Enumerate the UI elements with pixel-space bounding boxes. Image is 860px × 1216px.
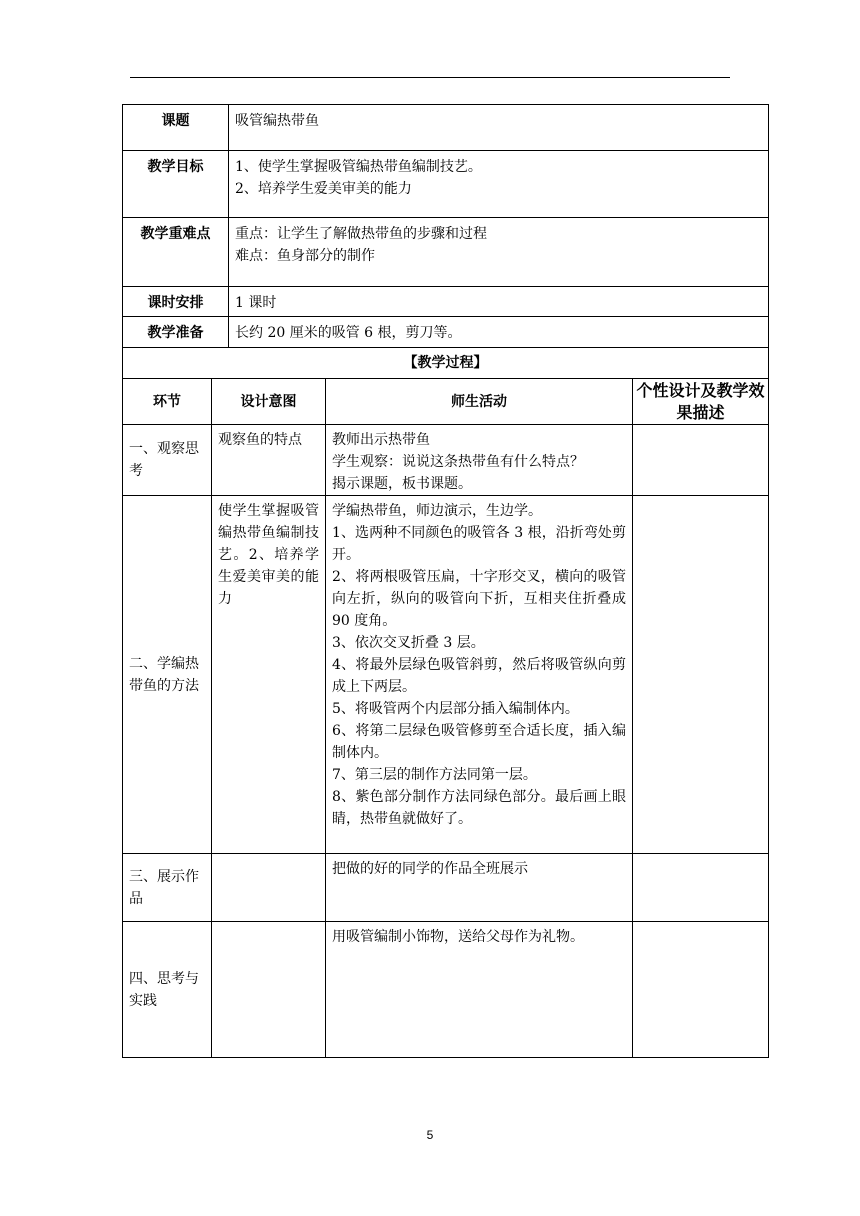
intent-cell	[212, 922, 326, 1058]
prep-label: 教学准备	[123, 317, 229, 348]
prep-row	[123, 317, 769, 348]
keypoints-row	[123, 218, 769, 287]
header-activity: 师生活动	[326, 379, 633, 425]
process-header-row	[123, 379, 769, 425]
header-intent: 设计意图	[212, 379, 326, 425]
process-title: 【教学过程】	[123, 348, 769, 379]
goals-row	[123, 151, 769, 218]
stage-cell: 三、展示作品	[123, 854, 212, 922]
process-row-2	[123, 496, 769, 854]
notes-cell	[633, 922, 769, 1058]
header-stage: 环节	[123, 379, 212, 425]
notes-cell	[633, 425, 769, 496]
schedule-row	[123, 287, 769, 317]
prep-value: 长约 20 厘米的吸管 6 根，剪刀等。	[229, 317, 769, 348]
process-row-1	[123, 425, 769, 496]
process-row-4	[123, 922, 769, 1058]
activity-cell: 学编热带鱼，师边演示，生边学。 1、选两种不同颜色的吸管各 3 根，沿折弯处剪开。 2、将两根吸管压扁，十字形交叉，横向的吸管向左折，纵向的吸管向下折，互相夹住折叠成 90 度角。 3、依次交叉折叠 3 层。 4、将最外层绿色吸管斜剪，然后将吸管纵向剪成上下两层。 5、将吸管两个内层部分插入编制体内。 6、将第二层绿色吸管修剪至合适长度，插入编制体内。 7、第三层的制作方法同第一层。 8、紫色部分制作方法同绿色部分。最后画上眼睛，热带鱼就做好了。	[326, 496, 633, 854]
topic-value: 吸管编热带鱼	[229, 105, 769, 151]
intent-cell: 观察鱼的特点	[212, 425, 326, 496]
page-number: 5	[426, 1128, 434, 1142]
stage-cell: 一、观察思考	[123, 425, 212, 496]
intent-cell: 使学生掌握吸管编热带鱼编制技艺。2、培养学生爱美审美的能力	[212, 496, 326, 854]
notes-cell	[633, 496, 769, 854]
stage-cell: 二、学编热带鱼的方法	[123, 496, 212, 854]
teaching-process-table	[122, 347, 769, 1058]
schedule-label: 课时安排	[123, 287, 229, 317]
header-notes: 个性设计及教学效果描述	[633, 379, 769, 425]
intent-cell	[212, 854, 326, 922]
keypoints-value: 重点：让学生了解做热带鱼的步骤和过程 难点：鱼身部分的制作	[229, 218, 769, 287]
activity-cell: 把做的好的同学的作品全班展示	[326, 854, 633, 922]
lesson-info-table	[122, 104, 769, 348]
activity-cell: 用吸管编制小饰物，送给父母作为礼物。	[326, 922, 633, 1058]
goals-value: 1、使学生掌握吸管编热带鱼编制技艺。 2、培养学生爱美审美的能力	[229, 151, 769, 218]
topic-row	[123, 105, 769, 151]
stage-cell: 四、思考与实践	[123, 922, 212, 1058]
header-rule	[130, 77, 730, 78]
schedule-value: 1 课时	[229, 287, 769, 317]
topic-label: 课题	[123, 105, 229, 151]
activity-cell: 教师出示热带鱼 学生观察：说说这条热带鱼有什么特点？ 揭示课题，板书课题。	[326, 425, 633, 496]
notes-cell	[633, 854, 769, 922]
process-row-3	[123, 854, 769, 922]
goals-label: 教学目标	[123, 151, 229, 218]
keypoints-label: 教学重难点	[123, 218, 229, 287]
process-title-row	[123, 348, 769, 379]
